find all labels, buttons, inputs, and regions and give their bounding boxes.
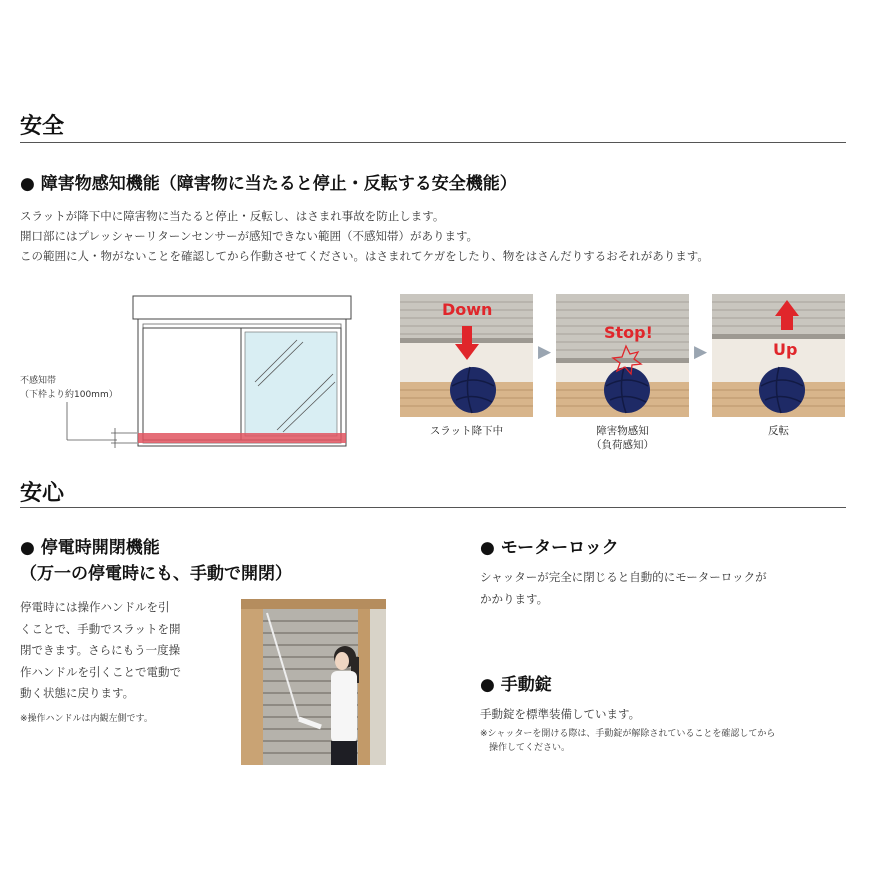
section-divider xyxy=(20,507,846,508)
description-line: スラットが降下中に障害物に当たると停止・反転し、はさまれ事故を防止します。 xyxy=(20,209,445,223)
caption-reversing: 反転 xyxy=(768,425,789,437)
photo-reversing xyxy=(712,294,845,417)
section-divider xyxy=(20,142,846,143)
feature-title-power-outage: ● 停電時開閉機能 xyxy=(20,538,160,558)
section-heading-safety: 安全 xyxy=(20,114,65,139)
photo-obstacle-detected xyxy=(556,294,689,417)
caption-obstacle-detected: 障害物感知 （負荷感知） xyxy=(591,425,654,451)
arrow-right-icon: ▶ xyxy=(538,342,552,362)
power-outage-description: 停電時には操作ハンドルを引 くことで、手動でスラットを開 閉できます。さらにもう一度操 作ハンドルを引くことで電動で 動く状態に戻ります。 xyxy=(20,600,181,700)
feature-title-obstacle-detection: ● 障害物感知機能（障害物に当たると停止・反転する安全機能） xyxy=(20,174,517,194)
caption-slat-descending: スラット降下中 xyxy=(429,425,504,437)
manual-lock-note: ※シャッターを開ける際は、手動錠が解除されていることを確認してから 操作してください。 xyxy=(480,729,776,753)
overlay-stop: Stop! xyxy=(604,323,653,342)
manual-lock-description: 手動錠を標準装備しています。 xyxy=(480,707,641,721)
feature-description xyxy=(20,206,709,266)
dead-zone-highlight xyxy=(138,433,346,443)
window-dead-zone-diagram xyxy=(15,290,360,455)
arrow-right-icon: ▶ xyxy=(694,342,708,362)
feature-title-manual-lock: ● 手動錠 xyxy=(480,675,552,695)
overlay-up: Up xyxy=(773,340,798,359)
section-heading-relief: 安心 xyxy=(20,481,65,506)
photo-slat-descending xyxy=(400,294,533,417)
feature-subtitle-power-outage: （万一の停電時にも、手動で開閉） xyxy=(20,564,292,584)
power-outage-note: ※操作ハンドルは内観左側です。 xyxy=(20,714,153,724)
feature-title-motor-lock: ● モーターロック xyxy=(480,538,619,558)
photo-manual-operation xyxy=(241,599,386,765)
description-line: 開口部にはプレッシャーリターンセンサーが感知できない範囲（不感知帯）があります。 xyxy=(20,229,479,243)
motor-lock-description: シャッターが完全に閉じると自動的にモーターロックが かかります。 xyxy=(480,570,767,606)
dead-zone-label: 不感知帯 （下枠より約100mm） xyxy=(20,376,118,400)
description-line: この範囲に人・物がないことを確認してから作動させてください。はさまれてケガをしたり、物をはさんだりするおそれがあります。 xyxy=(20,249,709,263)
overlay-down: Down xyxy=(442,300,493,319)
